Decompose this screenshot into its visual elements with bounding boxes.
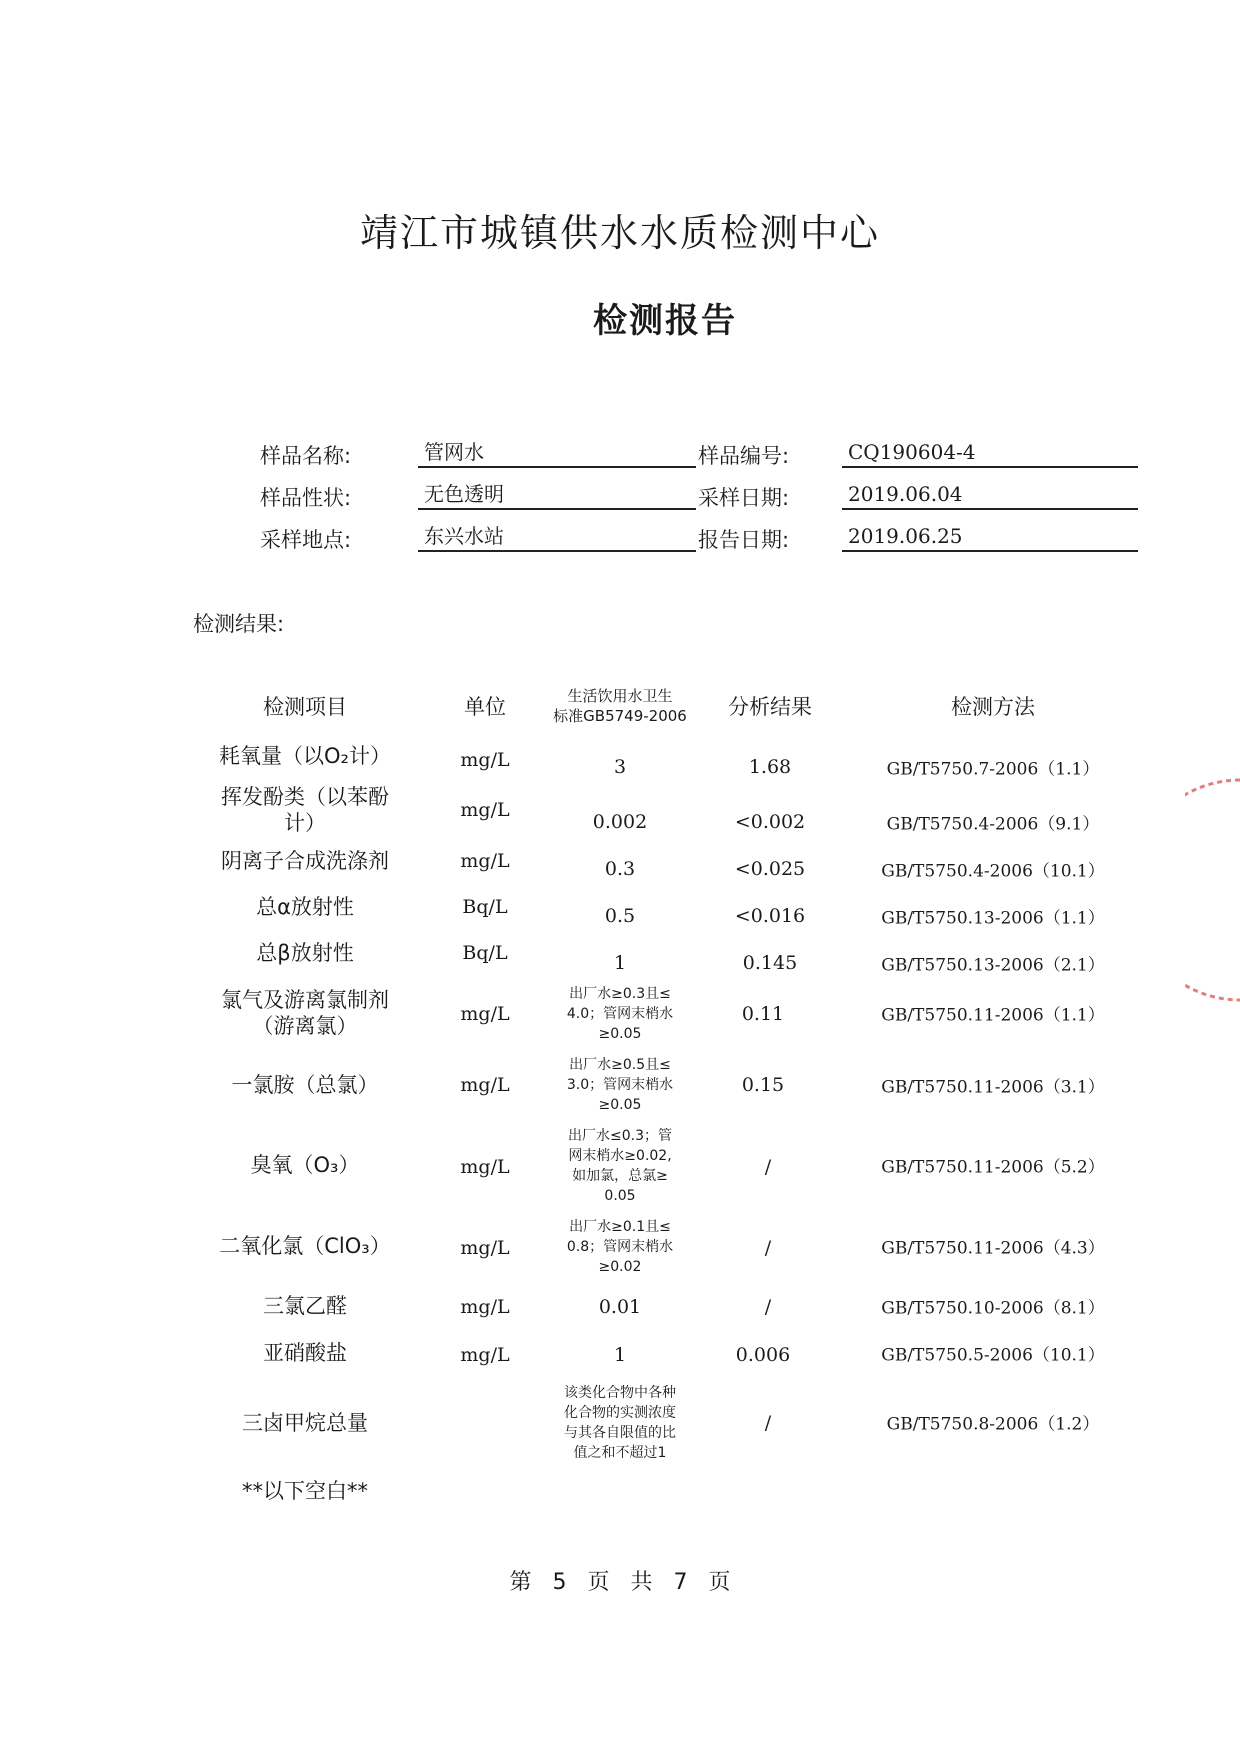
row-method: GB/T5750.10-2006（8.1） (881, 1298, 1105, 1319)
report-date-value: 2019.06.25 (842, 522, 1138, 552)
row-standard-line2: 3.0；管网末梢水 (566, 1077, 674, 1093)
row-standard: 3 (613, 756, 627, 778)
row-result: 0.15 (741, 1074, 785, 1096)
row-standard (567, 1055, 673, 1115)
row-item: 臭氧（O₃） (250, 1153, 360, 1177)
row-standard-line2: 化合物的实测浓度 (564, 1405, 676, 1421)
row-result: <0.016 (734, 905, 806, 927)
sample-name-label: 样品名称: (260, 444, 352, 468)
row-result: <0.002 (734, 811, 806, 833)
header-standard (553, 686, 687, 726)
report-title: 检测报告 (593, 301, 737, 341)
row-unit: mg/L (460, 749, 510, 771)
row-item: 二氧化氯（ClO₃） (219, 1234, 391, 1258)
results-heading: 检测结果: (193, 612, 285, 636)
row-unit: mg/L (460, 1237, 510, 1259)
row-item: 一氯胺（总氯） (231, 1073, 379, 1097)
row-unit: Bq/L (462, 896, 508, 918)
blank-note: **以下空白** (242, 1479, 368, 1503)
row-item (221, 987, 389, 1039)
sampling-date-value: 2019.06.04 (842, 480, 1138, 510)
header-method: 检测方法 (951, 695, 1035, 719)
row-standard-line3: ≥0.05 (598, 1026, 642, 1042)
row-standard: 1 (613, 1344, 627, 1366)
row-standard-line1: 出厂水≥0.3且≤ (569, 986, 671, 1002)
sample-id-value: CQ190604-4 (842, 438, 1138, 468)
row-standard: 0.01 (598, 1296, 642, 1318)
sample-appearance-label: 样品性状: (260, 486, 352, 510)
row-result: 0.145 (742, 952, 798, 974)
row-unit: mg/L (460, 1156, 510, 1178)
page-number: 第 5 页 共 7 页 (509, 1570, 731, 1595)
row-standard-line4: 0.05 (604, 1188, 636, 1204)
row-item: 总α放射性 (256, 895, 354, 919)
row-item-line2: （游离氯） (252, 1014, 358, 1038)
row-item (221, 784, 389, 836)
row-standard (564, 1383, 676, 1463)
row-method: GB/T5750.13-2006（1.1） (881, 908, 1105, 929)
row-standard: 0.5 (604, 905, 636, 927)
sample-name-value: 管网水 (418, 438, 696, 468)
row-unit: mg/L (460, 1003, 510, 1025)
row-item: 阴离子合成洗涤剂 (221, 849, 389, 873)
row-standard-line3: ≥0.02 (598, 1259, 642, 1275)
row-method: GB/T5750.7-2006（1.1） (886, 759, 1100, 780)
header-result: 分析结果 (728, 695, 812, 719)
row-method: GB/T5750.11-2006（1.1） (881, 1005, 1105, 1026)
row-unit: mg/L (460, 799, 510, 821)
row-standard: 0.002 (592, 811, 648, 833)
row-item: 三氯乙醛 (263, 1294, 347, 1318)
row-method: GB/T5750.4-2006（9.1） (886, 814, 1100, 835)
row-standard-line3: 如加氯，总氯≥ (572, 1168, 668, 1184)
row-standard (568, 1126, 672, 1206)
header-item: 检测项目 (263, 695, 347, 719)
row-method: GB/T5750.11-2006（4.3） (881, 1238, 1105, 1259)
row-standard-line2: 4.0；管网末梢水 (566, 1006, 674, 1022)
seal-stamp (1185, 770, 1240, 1010)
row-result: / (764, 1156, 772, 1178)
row-result: / (764, 1237, 772, 1259)
organization-title: 靖江市城镇供水水质检测中心 (359, 211, 880, 255)
seal-stamp-arc (1185, 780, 1240, 1000)
sampling-date-label: 采样日期: (698, 486, 790, 510)
row-result: / (764, 1296, 772, 1318)
row-unit: mg/L (460, 1344, 510, 1366)
row-unit: Bq/L (462, 942, 508, 964)
row-standard-line1: 该类化合物中各种 (564, 1385, 676, 1401)
report-date-label: 报告日期: (698, 528, 790, 552)
row-result: / (764, 1412, 772, 1434)
row-result: 0.006 (735, 1344, 791, 1366)
row-method: GB/T5750.13-2006（2.1） (881, 955, 1105, 976)
row-method: GB/T5750.8-2006（1.2） (886, 1414, 1100, 1435)
row-standard-line2: 0.8；管网末梢水 (566, 1239, 674, 1255)
sampling-location-value: 东兴水站 (418, 522, 696, 552)
sampling-location-label: 采样地点: (260, 528, 352, 552)
row-item: 总β放射性 (256, 941, 354, 965)
sample-appearance-value: 无色透明 (418, 480, 696, 510)
row-item-line2: 计） (284, 811, 326, 835)
row-method: GB/T5750.11-2006（5.2） (881, 1157, 1105, 1178)
row-standard (567, 984, 673, 1044)
row-standard (567, 1217, 673, 1277)
row-standard-line1: 出厂水≥0.5且≤ (569, 1057, 671, 1073)
row-item: 亚硝酸盐 (263, 1341, 347, 1365)
row-result: 0.11 (741, 1003, 785, 1025)
row-standard-line2: 网末梢水≥0.02, (568, 1148, 672, 1164)
row-unit: mg/L (460, 1296, 510, 1318)
row-standard-line4: 值之和不超过1 (573, 1445, 667, 1461)
row-result: 1.68 (748, 756, 792, 778)
row-standard-line3: ≥0.05 (598, 1097, 642, 1113)
row-unit: mg/L (460, 850, 510, 872)
header-standard-line1: 生活饮用水卫生 (567, 687, 673, 705)
row-result: <0.025 (734, 858, 806, 880)
sample-id-label: 样品编号: (698, 444, 790, 468)
row-standard: 1 (613, 952, 627, 974)
row-method: GB/T5750.11-2006（3.1） (881, 1077, 1105, 1098)
row-item: 三卤甲烷总量 (242, 1411, 368, 1435)
header-unit: 单位 (464, 695, 506, 719)
row-standard-line1: 出厂水≤0.3；管 (568, 1128, 672, 1144)
row-standard-line1: 出厂水≥0.1且≤ (569, 1219, 671, 1235)
row-unit: mg/L (460, 1074, 510, 1096)
row-item-line1: 氯气及游离氯制剂 (221, 988, 389, 1012)
header-standard-line2: 标准GB5749-2006 (553, 707, 687, 725)
row-method: GB/T5750.5-2006（10.1） (881, 1345, 1105, 1366)
row-standard-line3: 与其各自限值的比 (564, 1425, 676, 1441)
row-standard: 0.3 (604, 858, 636, 880)
row-item-line1: 挥发酚类（以苯酚 (221, 785, 389, 809)
row-item: 耗氧量（以O₂计） (219, 744, 391, 768)
row-method: GB/T5750.4-2006（10.1） (881, 861, 1105, 882)
